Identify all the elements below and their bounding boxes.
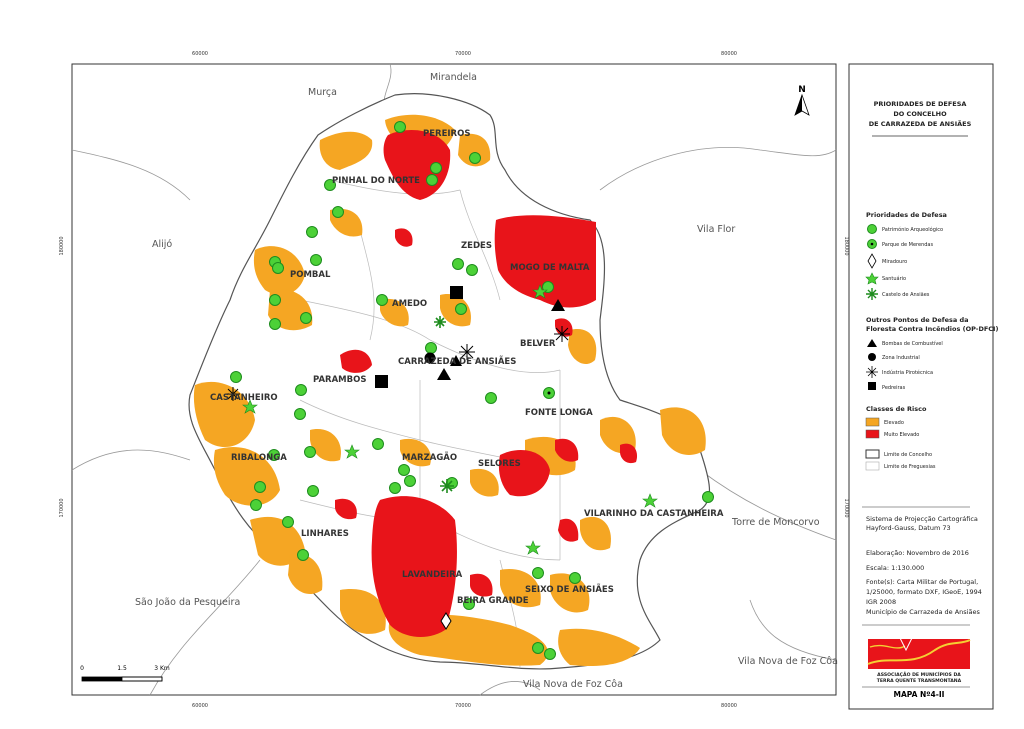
parish-pinhal: PINHAL DO NORTE — [332, 176, 420, 186]
neighbor-torre: Torre de Moncorvo — [732, 517, 820, 528]
parish-amedo: AMEDO — [392, 299, 428, 309]
legend-item-miradouro: Miradouro — [882, 259, 908, 265]
legend-item-pirotecnica: Indústria Pirotécnica — [882, 370, 934, 376]
svg-text:TERRA QUENTE TRANSMONTANA: TERRA QUENTE TRANSMONTANA — [876, 679, 962, 684]
parish-pombal: POMBAL — [290, 270, 331, 280]
legend-title-3: DE CARRAZEDA DE ANSIÃES — [868, 120, 972, 128]
parish-zedes: ZEDES — [461, 241, 492, 251]
neighbor-mirandela: Mirandela — [430, 72, 477, 83]
map-number: MAPA Nº4-II — [893, 690, 945, 699]
parish-lavandeira: LAVANDEIRA — [402, 570, 463, 580]
parish-selores: SELORES — [478, 459, 521, 469]
coord-right-170000: 170000 — [843, 498, 849, 518]
neighbor-foz-coa-bottom: Vila Nova de Foz Côa — [523, 679, 623, 690]
parish-carrazeda: CARRAZEDA DE ANSIÃES — [398, 357, 517, 367]
legend-item-patrimonio: Património Arqueológico — [882, 227, 944, 233]
legend-title-1: PRIORIDADES DE DEFESA — [873, 100, 967, 108]
legend-item-limite-concelho: Limite de Concelho — [884, 452, 933, 458]
parish-linhares: LINHARES — [301, 529, 349, 539]
neighbor-sao-joao: São João da Pesqueira — [135, 597, 241, 608]
coord-left-170000: 170000 — [59, 498, 65, 518]
info-fontes-1: Fonte(s): Carta Militar de Portugal, — [866, 578, 979, 586]
legend-prioridades-title: Prioridades de Defesa — [866, 211, 947, 219]
legend-classes-title: Classes de Risco — [866, 405, 927, 413]
parish-belver: BELVER — [520, 339, 556, 349]
coord-top-60000: 60000 — [192, 51, 208, 57]
coord-bottom-60000: 60000 — [192, 703, 208, 709]
parish-castanheiro: CASTANHEIRO — [210, 393, 278, 403]
legend-item-castelo: Castelo de Ansiães — [882, 292, 930, 298]
info-fontes-4: Município de Carrazeda de Ansiães — [866, 608, 980, 616]
neighbor-vila-flor: Vila Flor — [697, 224, 736, 235]
coord-top-80000: 80000 — [721, 51, 737, 57]
parish-parambos: PARAMBOS — [313, 375, 367, 385]
svg-text:1.5: 1.5 — [117, 665, 127, 672]
info-fontes-3: IGR 2008 — [866, 598, 897, 606]
parish-ribalonga: RIBALONGA — [231, 453, 287, 463]
svg-text:N: N — [798, 85, 806, 95]
legend-item-santuario: Santuário — [882, 276, 907, 282]
legend-item-merendas: Parque de Merendas — [882, 242, 934, 248]
info-escala: Escala: 1:130.000 — [866, 564, 925, 572]
coord-bottom-80000: 80000 — [721, 703, 737, 709]
coord-top-70000: 70000 — [455, 51, 471, 57]
legend-item-pedreiras: Pedreiras — [882, 385, 906, 391]
picnic-park-points — [544, 388, 555, 399]
legend-outros-title-1: Outros Pontos de Defesa da — [866, 316, 969, 324]
neighbor-alijo: Alijó — [152, 239, 173, 250]
parish-beira-grande: BEIRA GRANDE — [457, 596, 529, 606]
coord-right-180000: 180000 — [843, 236, 849, 256]
legend-item-limite-freguesias: Limite de Freguesias — [884, 464, 936, 470]
parish-seixo: SEIXO DE ANSIÃES — [525, 585, 614, 595]
legend-outros-title-2: Floresta Contra Incêndios (OP-DFCI) — [866, 325, 999, 333]
neighbor-murca: Murça — [308, 87, 337, 98]
parish-marzagao: MARZAGÃO — [402, 453, 458, 463]
parish-vilarinho: VILARINHO DA CASTANHEIRA — [584, 509, 724, 519]
info-projecao-2: Hayford-Gauss, Datum 73 — [866, 524, 951, 532]
legend-item-bombas: Bombas de Combustível — [882, 341, 943, 347]
coord-left-180000: 180000 — [59, 236, 65, 256]
parish-pereiros: PEREIROS — [423, 129, 471, 139]
legend-item-muito-elevado: Muito Elevado — [884, 432, 920, 438]
association-logo — [868, 638, 970, 684]
info-elaboracao: Elaboração: Novembro de 2016 — [866, 549, 969, 557]
svg-text:0: 0 — [80, 665, 84, 672]
coord-bottom-70000: 70000 — [455, 703, 471, 709]
legend-title-2: DO CONCELHO — [893, 110, 947, 118]
svg-text:ASSOCIAÇÃO DE MUNICÍPIOS DA: ASSOCIAÇÃO DE MUNICÍPIOS DA — [877, 673, 961, 678]
svg-text:3 Km: 3 Km — [154, 665, 170, 672]
neighbor-foz-coa-right: Vila Nova de Foz Côa — [738, 656, 838, 667]
legend-item-zona-industrial: Zona Industrial — [882, 355, 920, 361]
legend-item-elevado: Elevado — [884, 420, 904, 426]
parish-fonte-longa: FONTE LONGA — [525, 408, 593, 418]
info-fontes-2: 1/25000, formato DXF, IGeoE, 1994 — [866, 588, 982, 596]
parish-mogo: MOGO DE MALTA — [510, 263, 590, 273]
info-projecao-1: Sistema de Projecção Cartográfica — [866, 515, 978, 523]
